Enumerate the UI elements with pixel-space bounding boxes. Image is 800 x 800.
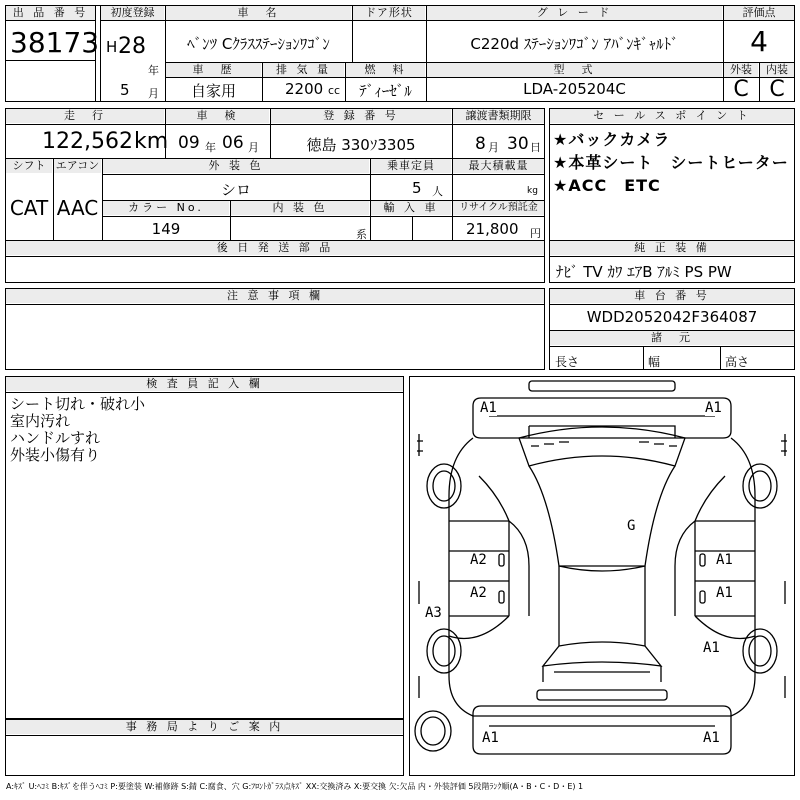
shift-value: CAT <box>9 196 49 220</box>
history-value: 自家用 <box>190 82 236 100</box>
reg-no-header: 登 録 番 号 <box>271 109 451 123</box>
inspection-month: 06 <box>222 133 244 153</box>
damage-front-left: A1 <box>480 400 497 416</box>
damage-right-rear-door: A1 <box>716 585 733 601</box>
car-name: ﾍﾞﾝﾂ Cｸﾗｽｽﾃｰｼｮﾝﾜｺﾞﾝ <box>187 35 330 53</box>
transfer-day-unit: 日 <box>530 141 541 154</box>
fuel-value: ﾃﾞｨｰｾﾞﾙ <box>359 82 412 100</box>
equipment-header: 純 正 装 備 <box>550 241 794 255</box>
damage-rear-left: A1 <box>482 730 499 746</box>
sales-points-header: セ ー ル ス ポ イ ン ト <box>550 109 794 123</box>
car-diagram <box>409 376 795 776</box>
damage-rear-right: A1 <box>703 730 720 746</box>
recycle-header: リサイクル預託金 <box>453 201 544 215</box>
dim-height-label: 高さ <box>725 355 750 369</box>
first-reg-year: 28 <box>118 34 146 59</box>
sales-point-2: ★本革シート シートヒーター <box>553 153 789 172</box>
capacity-value: 5 <box>412 179 422 197</box>
shift-header: シフト <box>6 159 52 173</box>
load-header: 最大積載量 <box>453 159 544 173</box>
capacity-unit: 人 <box>432 185 443 198</box>
chassis-value: WDD2052042F364087 <box>586 308 758 326</box>
import-header: 輸 入 車 <box>371 201 451 215</box>
lot-number: 38173 <box>10 26 100 59</box>
car-name-header: 車 名 <box>166 6 351 20</box>
sales-point-1: ★バックカメラ <box>553 130 671 149</box>
chassis-header: 車 台 番 号 <box>550 289 794 303</box>
sales-point-3: ★ACC ETC <box>553 176 661 195</box>
model-header: 型 式 <box>427 63 722 77</box>
capacity-header: 乗車定員 <box>371 159 451 173</box>
damage-bonnet: G <box>627 518 636 534</box>
damage-left-rear-fender: A3 <box>425 605 442 621</box>
mileage-header: 走 行 <box>6 109 164 123</box>
displacement-value: 2200 <box>285 80 324 98</box>
fuel-header: 燃 料 <box>346 63 425 77</box>
rating-header: 評価点 <box>724 6 794 20</box>
parts-header: 後 日 発 送 部 品 <box>6 241 544 255</box>
ext-color-header: 外 装 色 <box>103 159 369 173</box>
inspector-note-3: ハンドルすれ <box>10 429 101 447</box>
first-reg-header: 初度登録 <box>101 6 164 20</box>
equipment-value: ﾅﾋﾞ TV ｶﾜ ｴｱB ｱﾙﾐ PS PW <box>556 263 732 281</box>
ext-color-value: シロ <box>220 181 251 199</box>
ext-grade-value: C <box>733 77 749 102</box>
grade-value: C220d ｽﾃｰｼｮﾝﾜｺﾞﾝ ｱﾊﾞﾝｷﾞｬﾙﾄﾞ <box>470 35 679 53</box>
int-grade-header: 内装 <box>760 63 794 77</box>
inspector-note-4: 外装小傷有り <box>10 446 101 464</box>
lot-no-header: 出 品 番 号 <box>6 6 95 20</box>
inspector-note-1: シート切れ・破れ小 <box>10 395 146 413</box>
int-color-unit: 系 <box>356 228 367 241</box>
rating-value: 4 <box>750 25 768 58</box>
ac-value: AAC <box>56 196 99 220</box>
transfer-day: 30 <box>507 134 529 154</box>
inspection-year-unit: 年 <box>205 141 216 154</box>
transfer-month: 8 <box>475 134 486 154</box>
inspection-header: 車 検 <box>166 109 269 123</box>
transfer-month-unit: 月 <box>488 141 499 154</box>
era-label: H <box>106 38 118 56</box>
damage-left-front-door: A2 <box>470 552 487 568</box>
color-no-value: 149 <box>151 220 181 238</box>
int-color-header: 内 装 色 <box>231 201 369 215</box>
color-no-header: カラー No. <box>103 201 229 215</box>
notes-header: 注 意 事 項 欄 <box>6 289 544 303</box>
grade-header: グ レ ー ド <box>427 6 722 20</box>
ext-grade-header: 外装 <box>724 63 758 77</box>
dims-header: 諸 元 <box>550 331 794 345</box>
damage-right-front-door: A1 <box>716 552 733 568</box>
dim-width-label: 幅 <box>648 355 661 369</box>
int-grade-value: C <box>769 77 785 102</box>
first-reg-month: 5 <box>120 81 130 99</box>
damage-right-rear-fender: A1 <box>703 640 720 656</box>
displacement-header: 排 気 量 <box>263 63 344 77</box>
load-unit: kg <box>527 186 538 196</box>
dim-length-label: 長さ <box>555 355 580 369</box>
recycle-value: 21,800 <box>466 220 519 238</box>
damage-front-right: A1 <box>705 400 722 416</box>
history-header: 車 歴 <box>166 63 261 77</box>
mileage-unit: km <box>134 129 169 154</box>
inspector-note-2: 室内汚れ <box>10 412 71 430</box>
month-unit: 月 <box>148 87 159 100</box>
inspector-header: 検 査 員 記 入 欄 <box>6 377 403 391</box>
mileage-value: 122,562 <box>42 129 133 154</box>
office-header: 事 務 局 よ り ご 案 内 <box>6 720 403 734</box>
ac-header: エアコン <box>55 159 100 172</box>
displacement-unit: cc <box>328 84 341 97</box>
transfer-header: 譲渡書類期限 <box>453 109 544 123</box>
door-header: ドア形状 <box>353 6 425 20</box>
damage-legend: A:ｷｽﾞ U:ﾍｺﾐ B:ｷｽﾞを伴うﾍｺﾐ P:要塗装 W:補修跡 S:錆 C:腐食、穴 G:ﾌﾛﾝﾄｶﾞﾗｽ点ｷｽﾞ XX:交換済み X:要交換 欠:欠品 内・外装評価 5段階ﾗﾝｸ順(A・B・C・D・E) 1 <box>6 782 584 791</box>
year-unit: 年 <box>148 64 159 77</box>
reg-no-value: 徳島 330ｿ3305 <box>306 136 416 154</box>
model-value: LDA-205204C <box>523 80 626 98</box>
inspection-month-unit: 月 <box>248 141 259 154</box>
recycle-unit: 円 <box>530 227 541 240</box>
inspection-year: 09 <box>178 133 200 153</box>
damage-left-rear-door: A2 <box>470 585 487 601</box>
